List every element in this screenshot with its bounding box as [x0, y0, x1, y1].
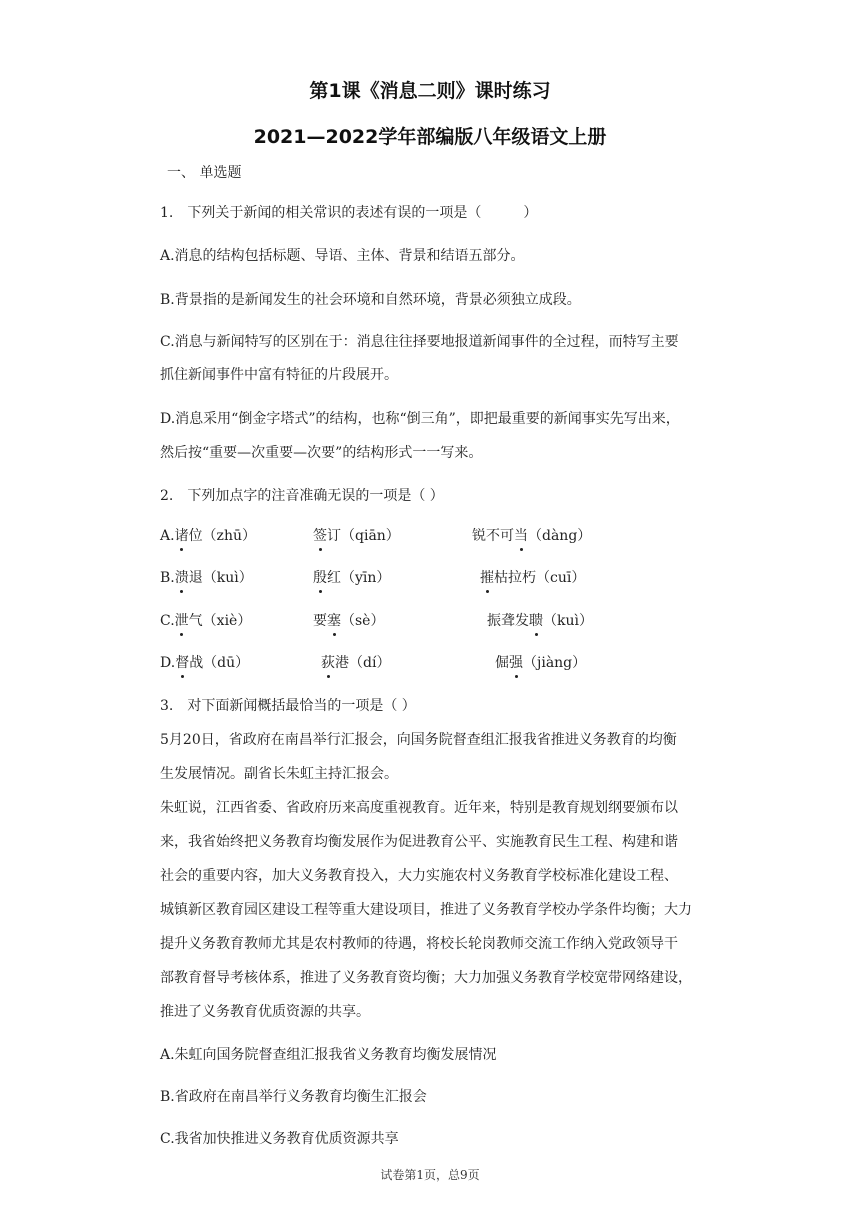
page-title: 第1课《消息二则》课时练习 — [309, 80, 551, 102]
dotted-char: 溃 — [174, 570, 189, 586]
q3-passage-line: 提升义务教育教师尤其是农村教师的待遇，将校长轮岗教师交流工作纳入党政领导干 — [160, 936, 678, 952]
section-heading: 一、 单选题 — [167, 165, 242, 181]
q2-option-a-word2: 签订（qiān） — [313, 528, 400, 544]
page-footer: 试卷第1页，总9页 — [380, 1168, 480, 1182]
dotted-char: 聩 — [529, 613, 543, 629]
q3-option-c: C.我省加快推进义务教育优质资源共享 — [160, 1131, 399, 1147]
option-letter: B. — [160, 570, 175, 586]
dotted-char: 诸 — [174, 528, 189, 544]
dotted-char: 签 — [313, 528, 327, 544]
dotted-char: 强 — [509, 655, 523, 671]
q1-option-c-line2: 抓住新闻事件中富有特征的片段展开。 — [160, 367, 398, 383]
q3-stem: 3. 对下面新闻概括最恰当的一项是（ ） — [160, 698, 416, 714]
dotted-char: 当 — [514, 528, 528, 544]
q1-option-b: B.背景指的是新闻发生的社会环境和自然环境，背景必须独立成段。 — [160, 292, 581, 308]
q1-option-a: A.消息的结构包括标题、导语、主体、背景和结语五部分。 — [160, 248, 525, 264]
option-letter: A. — [160, 528, 175, 544]
q2-option-b: B.溃退（kuì） — [160, 570, 253, 586]
q3-passage-line: 社会的重要内容，加大义务教育投入，大力实施农村义务教育学校标准化建设工程、 — [160, 868, 678, 884]
q2-option-a-word3: 锐不可当（dàng） — [472, 528, 592, 544]
dotted-char: 督 — [175, 655, 190, 671]
q3-passage-line: 推进了义务教育优质资源的共享。 — [160, 1004, 370, 1020]
q3-passage-line: 城镇新区教育园区建设工程等重大建设项目，推进了义务教育学校办学条件均衡；大力 — [160, 902, 692, 918]
q1-stem: 1. 下列关于新闻的相关常识的表述有误的一项是（ ） — [160, 205, 538, 221]
q3-passage-line: 5月20日，省政府在南昌举行汇报会，向国务院督查组汇报我省推进义务教育的均衡 — [160, 732, 677, 748]
q1-option-c-line1: C.消息与新闻特写的区别在于：消息往往择要地报道新闻事件的全过程，而特写主要 — [160, 334, 679, 350]
q3-passage-line: 朱虹说，江西省委、省政府历来高度重视教育。近年来，特别是教育规划纲要颁布以 — [160, 800, 678, 816]
q2-option-a: A.诸位（zhū） — [160, 528, 256, 544]
option-letter: D. — [160, 655, 176, 671]
q2-option-d: D.督战（dū） — [160, 655, 250, 671]
page-subtitle: 2021—2022学年部编版八年级语文上册 — [253, 126, 607, 148]
dotted-char: 塞 — [327, 613, 341, 629]
q2-option-c: C.泄气（xiè） — [160, 613, 252, 629]
q3-passage-line: 来，我省始终把义务教育均衡发展作为促进教育公平、实施教育民生工程、构建和谐 — [160, 834, 678, 850]
option-letter: C. — [160, 613, 175, 629]
dotted-char: 荻 — [321, 655, 335, 671]
q2-option-b-word2: 殷红（yīn） — [313, 570, 391, 586]
q2-stem: 2. 下列加点字的注音准确无误的一项是（ ） — [160, 488, 444, 504]
dotted-char: 摧 — [480, 570, 494, 586]
dotted-char: 泄 — [174, 613, 189, 629]
q3-passage-line: 生发展情况。副省长朱虹主持汇报会。 — [160, 766, 398, 782]
q1-option-d-line1: D.消息采用“倒金字塔式”的结构，也称“倒三角”，即把最重要的新闻事实先写出来， — [160, 411, 680, 427]
dotted-char: 殷 — [313, 570, 327, 586]
q2-option-d-word3: 倔强（jiàng） — [495, 655, 587, 671]
q3-passage-line: 部教育督导考核体系，推进了义务教育资均衡；大力加强义务教育学校宽带网络建设， — [160, 970, 692, 986]
q2-option-c-word3: 振聋发聩（kuì） — [487, 613, 593, 629]
q3-option-a: A.朱虹向国务院督查组汇报我省义务教育均衡发展情况 — [160, 1047, 497, 1063]
q2-option-b-word3: 摧枯拉朽（cuī） — [480, 570, 586, 586]
q2-option-d-word2: 荻港（dí） — [321, 655, 391, 671]
q1-option-d-line2: 然后按“重要—次重要—次要”的结构形式一一写来。 — [160, 445, 483, 461]
q2-option-c-word2: 要塞（sè） — [313, 613, 385, 629]
q3-option-b: B.省政府在南昌举行义务教育均衡生汇报会 — [160, 1089, 427, 1105]
